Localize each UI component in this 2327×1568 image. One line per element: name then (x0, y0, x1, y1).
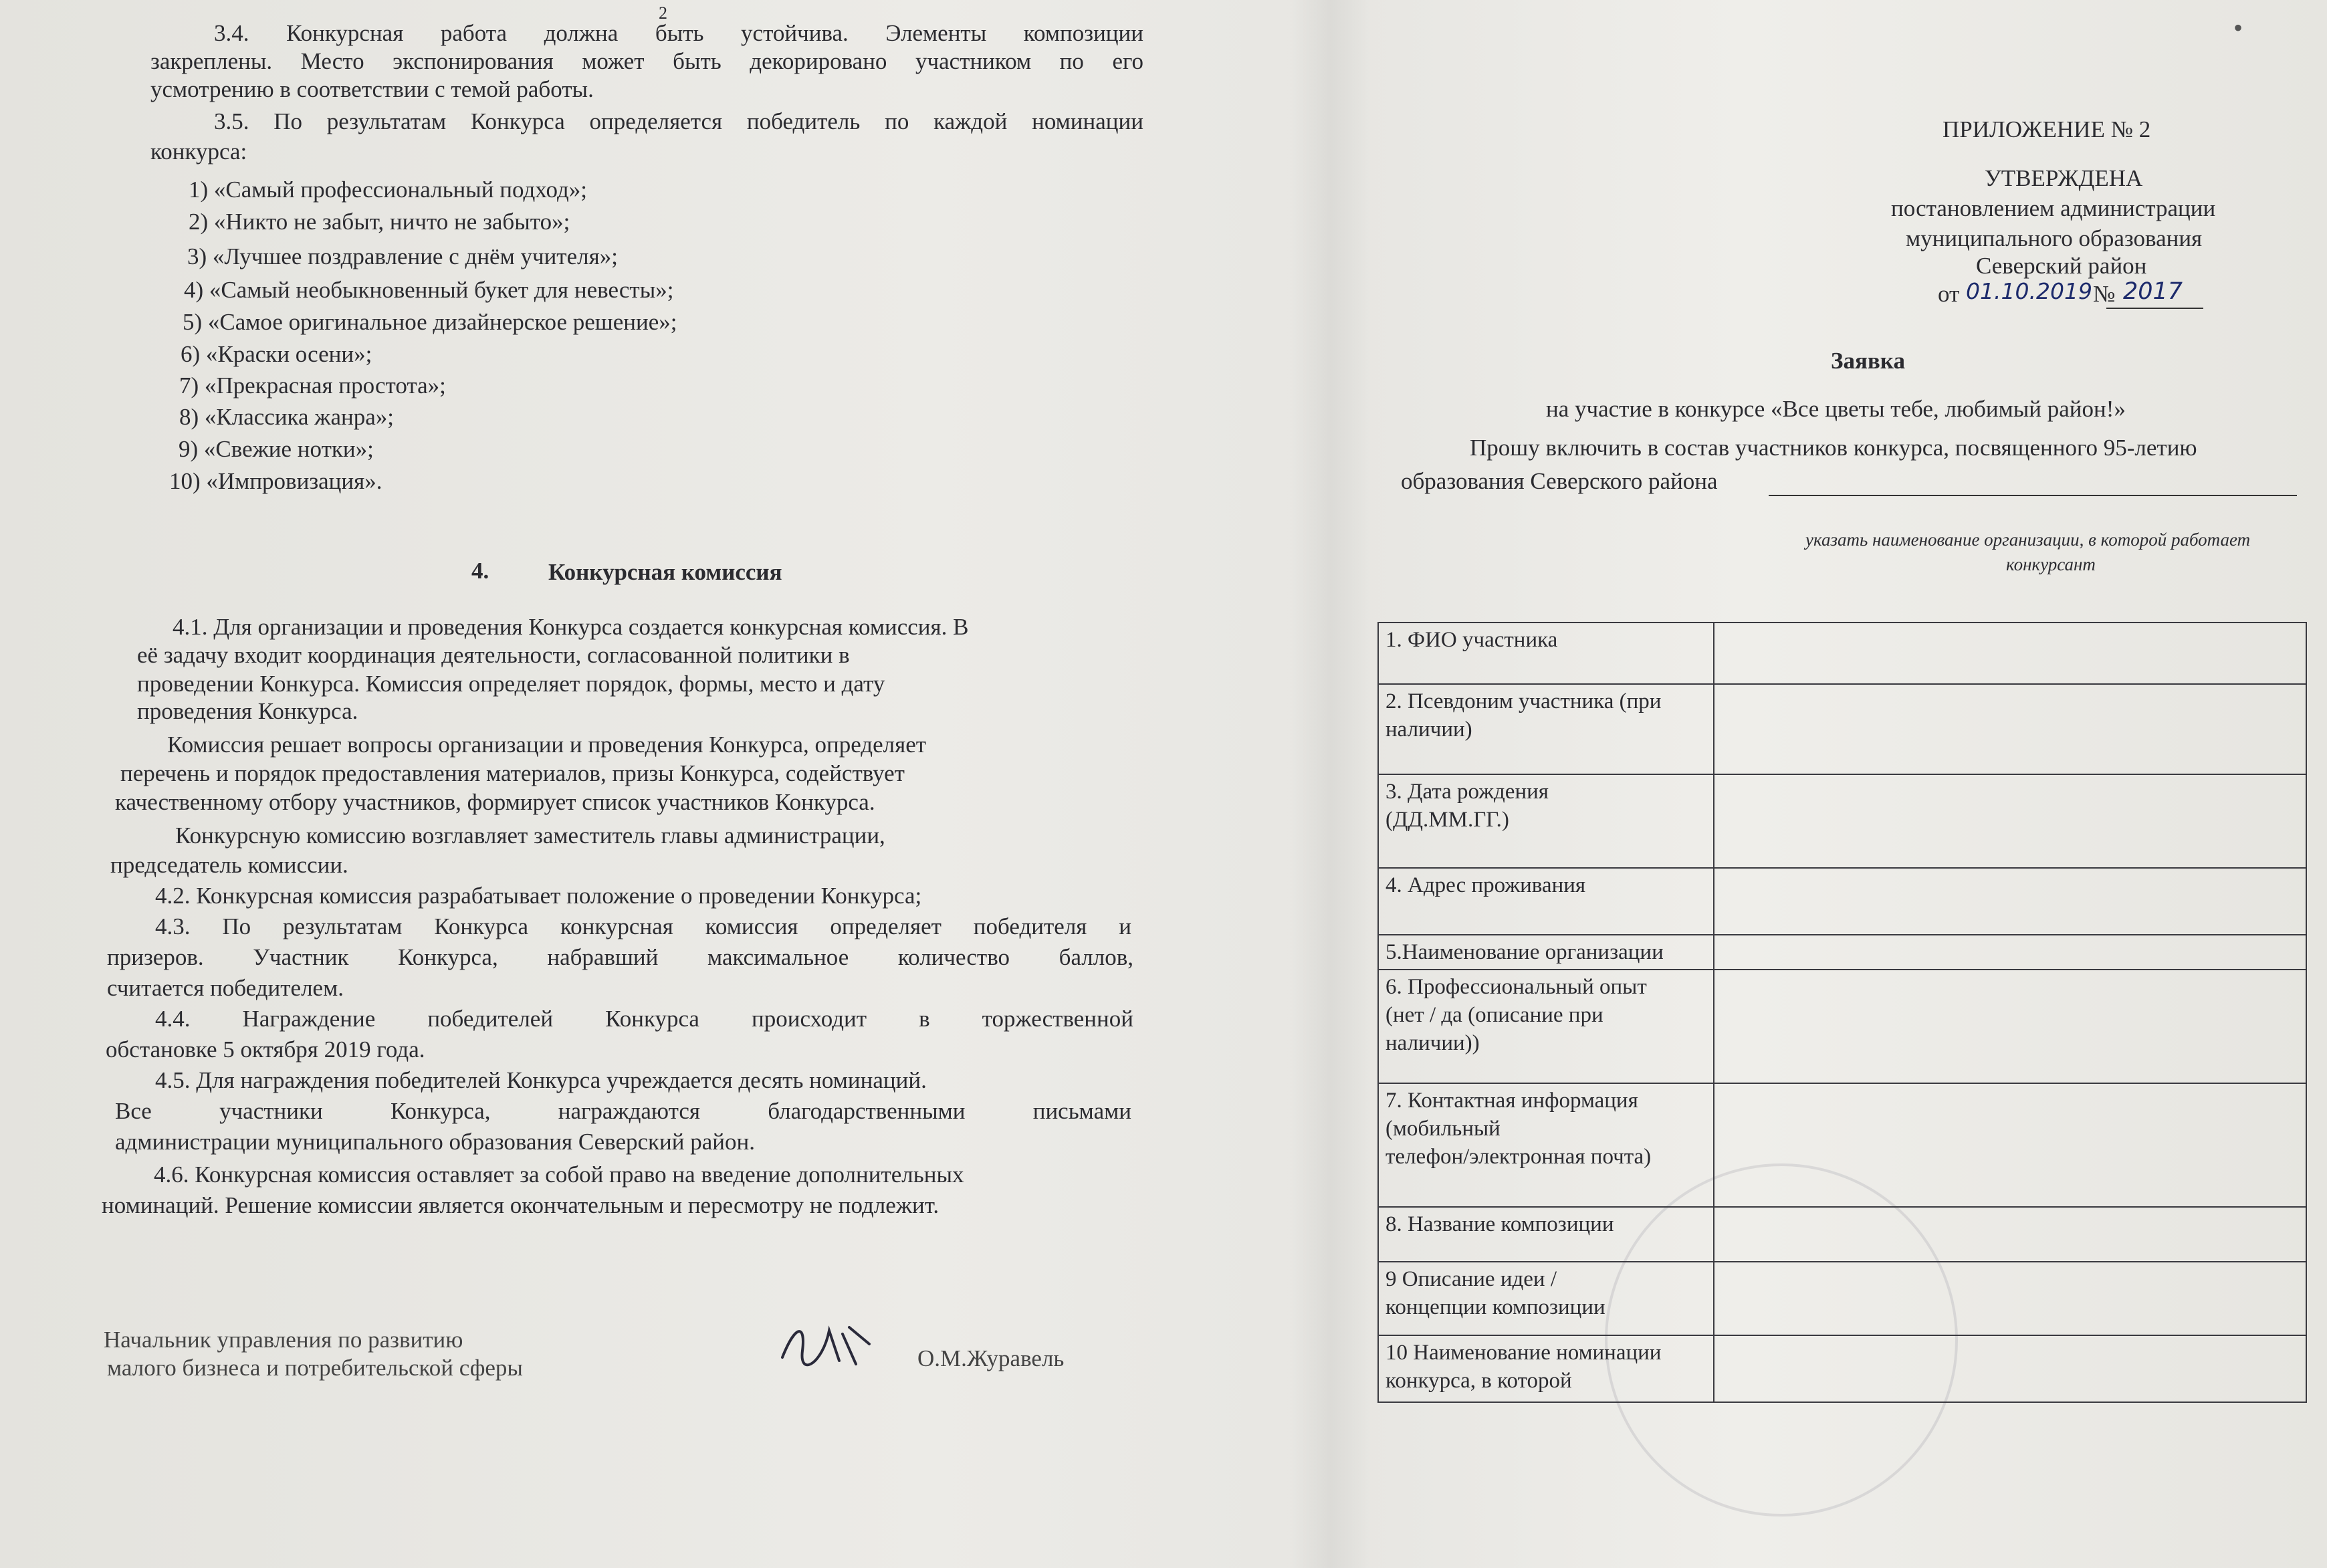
field-label: 2. Псевдоним участника (при наличии) (1378, 684, 1714, 774)
field-value-cell[interactable] (1714, 684, 2306, 774)
p34-line3: усмотрению в соответствии с темой работы. (150, 76, 594, 102)
section4-line: Комиссия решает вопросы организации и проведения Конкурса, определяет (167, 732, 927, 758)
section4-line: обстановке 5 октября 2019 года. (106, 1036, 425, 1062)
hint-line2: конкурсант (2006, 554, 2096, 574)
corner-mark: • (2233, 13, 2243, 43)
table-row (1378, 623, 2306, 684)
field-label: 9 Описание идеи / концепции композиции (1378, 1262, 1714, 1335)
signatory-position-line1: Начальник управления по развитию (104, 1327, 463, 1353)
table-row (1378, 1083, 2306, 1207)
approved-line2: муниципального образования (1906, 225, 2203, 251)
section4-line: Все участники Конкурса, награждаются благодарственными письмами (115, 1098, 1131, 1124)
field-label: 8. Название композиции (1378, 1207, 1714, 1262)
p34-line2: закреплены. Место экспонирования может быть декорировано участником по его (150, 48, 1143, 74)
request-line1: Прошу включить в состав участников конкурса, посвященного 95-летию (1470, 435, 2197, 461)
nomination-item: 3) «Лучшее поздравление с днём учителя»; (187, 243, 618, 269)
field-value-cell[interactable] (1714, 774, 2306, 868)
field-label: 10 Наименование номинации конкурса, в которой (1378, 1335, 1714, 1402)
handwritten-number: 2017 (2123, 278, 2183, 305)
section4-line: 4.5. Для награждения победителей Конкурса учреждается десять номинаций. (155, 1067, 927, 1093)
section4-line: администрации муниципального образования Северский район. (115, 1129, 755, 1155)
table-row (1378, 935, 2306, 970)
section4-line: 4.3. По результатам Конкурса конкурсная комиссия определяет победителя и (155, 913, 1131, 939)
nomination-item: 5) «Самое оригинальное дизайнерское решение»; (183, 309, 677, 335)
handwritten-signature (776, 1317, 876, 1371)
appendix-label: ПРИЛОЖЕНИЕ № 2 (1943, 116, 2151, 142)
organization-blank-line (1769, 495, 2297, 496)
field-label: 4. Адрес проживания (1378, 868, 1714, 935)
number-underline (2106, 308, 2203, 309)
section4-number: 4. (471, 558, 489, 584)
number-prefix: № (2093, 281, 2116, 307)
section4-line: 4.6. Конкурсная комиссия оставляет за собой право на введение дополнительных (154, 1161, 964, 1188)
signatory-position-line2: малого бизнеса и потребительской сферы (107, 1355, 523, 1381)
field-value-cell[interactable] (1714, 623, 2306, 684)
nomination-item: 10) «Импровизация». (169, 468, 382, 494)
table-row (1378, 1335, 2306, 1402)
section4-line: 4.1. Для организации и проведения Конкурса создается конкурсная комиссия. В (173, 614, 969, 640)
field-value-cell[interactable] (1714, 1083, 2306, 1207)
request-line2: образования Северского района (1401, 468, 1718, 494)
approved-label: УТВЕРЖДЕНА (1985, 165, 2143, 191)
date-prefix: от (1938, 281, 1960, 307)
handwritten-date: 01.10.2019 (1966, 278, 2092, 304)
field-value-cell[interactable] (1714, 1262, 2306, 1335)
field-value-cell[interactable] (1714, 1207, 2306, 1262)
page-number: 2 (659, 3, 667, 23)
section4-line: качественному отбору участников, формирует список участников Конкурса. (115, 789, 875, 815)
field-label: 1. ФИО участника (1378, 623, 1714, 684)
nomination-item: 7) «Прекрасная простота»; (179, 372, 446, 399)
section4-line: считается победителем. (107, 975, 344, 1001)
p35-line1: 3.5. По результатам Конкурса определяется победитель по каждой номинации (214, 108, 1143, 134)
field-label: 3. Дата рождения (ДД.ММ.ГГ.) (1378, 774, 1714, 868)
field-value-cell[interactable] (1714, 1335, 2306, 1402)
section4-line: проведения Конкурса. (137, 698, 358, 724)
nomination-item: 2) «Никто не забыт, ничто не забыто»; (189, 209, 570, 235)
hint-line1: указать наименование организации, в которой работает (1805, 530, 2251, 550)
section4-line: председатель комиссии. (110, 852, 348, 878)
page-fold (1291, 0, 1371, 1568)
field-value-cell[interactable] (1714, 970, 2306, 1083)
signatory-name: О.М.Журавель (917, 1345, 1065, 1371)
table-row (1378, 684, 2306, 774)
field-label: 7. Контактная информация (мобильный телефон/электронная почта) (1378, 1083, 1714, 1207)
nomination-item: 8) «Классика жанра»; (179, 404, 395, 430)
approved-line3: Северский район (1976, 253, 2147, 279)
p35-line2: конкурса: (150, 138, 247, 164)
table-row (1378, 868, 2306, 935)
application-title: Заявка (1831, 348, 1905, 374)
application-subtitle: на участие в конкурсе «Все цветы тебе, любимый район!» (1546, 396, 2126, 422)
section4-line: перечень и порядок предоставления материалов, призы Конкурса, содействует (120, 760, 905, 786)
table-row (1378, 1207, 2306, 1262)
section4-line: её задачу входит координация деятельности, согласованной политики в (137, 642, 850, 668)
approved-line1: постановлением администрации (1891, 195, 2216, 221)
section4-line: Конкурсную комиссию возглавляет заместитель главы администрации, (175, 822, 885, 849)
nomination-item: 9) «Свежие нотки»; (179, 436, 374, 462)
table-row (1378, 1262, 2306, 1335)
nomination-item: 1) «Самый профессиональный подход»; (189, 177, 587, 203)
section4-heading: Конкурсная комиссия (548, 559, 782, 585)
field-label: 5.Наименование организации (1378, 935, 1714, 970)
section4-line: номинаций. Решение комиссии является окончательным и пересмотру не подлежит. (102, 1192, 939, 1218)
p34-line1: 3.4. Конкурсная работа должна быть устойчива. Элементы композиции (214, 20, 1143, 46)
section4-line: 4.2. Конкурсная комиссия разрабатывает положение о проведении Конкурса; (155, 883, 922, 909)
table-row (1378, 970, 2306, 1083)
nomination-item: 4) «Самый необыкновенный букет для невесты»; (184, 277, 674, 303)
application-form-table (1377, 622, 2307, 1403)
section4-line: проведении Конкурса. Комиссия определяет порядок, формы, место и дату (137, 671, 885, 697)
nomination-item: 6) «Краски осени»; (181, 341, 372, 367)
section4-line: призеров. Участник Конкурса, набравший максимальное количество баллов, (107, 944, 1133, 970)
field-value-cell[interactable] (1714, 935, 2306, 970)
field-label: 6. Профессиональный опыт (нет / да (описание при наличии)) (1378, 970, 1714, 1083)
section4-line: 4.4. Награждение победителей Конкурса происходит в торжественной (155, 1006, 1133, 1032)
table-row (1378, 774, 2306, 868)
field-value-cell[interactable] (1714, 868, 2306, 935)
